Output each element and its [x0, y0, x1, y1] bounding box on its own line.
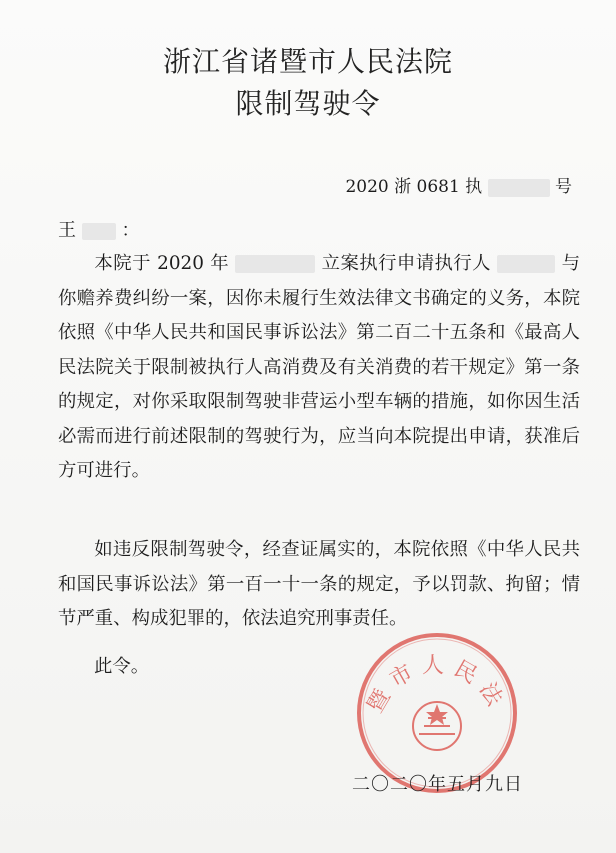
- national-emblem-icon: [413, 702, 461, 750]
- redacted-addressee-name: [82, 223, 116, 240]
- addressee-surname: 王: [58, 220, 76, 241]
- paragraph-1-seg1: 本院于 2020 年: [94, 253, 230, 274]
- redacted-applicant-name: [497, 255, 555, 273]
- paragraph-2-text: 如违反限制驾驶令，经查证属实的，本院依照《中华人民共和国民事诉讼法》第一百一十一条的规定，予以罚款、拘留；情节严重、构成犯罪的，依法追究刑事责任。: [58, 539, 580, 629]
- case-number-suffix: 号: [555, 177, 572, 197]
- addressee-colon: ：: [121, 220, 140, 241]
- issue-date: 二〇二〇年五月九日: [352, 774, 523, 795]
- case-number: [345, 172, 572, 197]
- court-name-title: 浙江省诸暨市人民法院: [162, 45, 453, 78]
- order-title: 限制驾驶令: [235, 87, 381, 120]
- addressee: [58, 216, 139, 242]
- paragraph-3-text: 此令。: [94, 656, 150, 677]
- redacted-case-number: [488, 179, 550, 197]
- paragraph-1: [58, 247, 580, 489]
- paragraph-2: [58, 533, 580, 637]
- paragraph-1-seg3: 与你赡养费纠纷一案，因你未履行生效法律文书确定的义务，本院依照《中华人民共和国民事诉讼法》第二百二十五条和《最高人民法院关于限制被执行人高消费及有关消费的若干规定》第一条的规定，对你采取限制驾驶非营运小型车辆的措施，如你因生活必需而进行前述限制的驾驶行为，应当向本院提出申请，获准后方可进行。: [58, 253, 580, 481]
- paragraph-1-seg2: 立案执行申请执行人: [321, 253, 491, 274]
- case-number-text: 2020 浙 0681 执: [345, 177, 483, 197]
- redacted-filing-date: [235, 255, 315, 273]
- seal-arc-text: 暨市人民法: [363, 653, 511, 718]
